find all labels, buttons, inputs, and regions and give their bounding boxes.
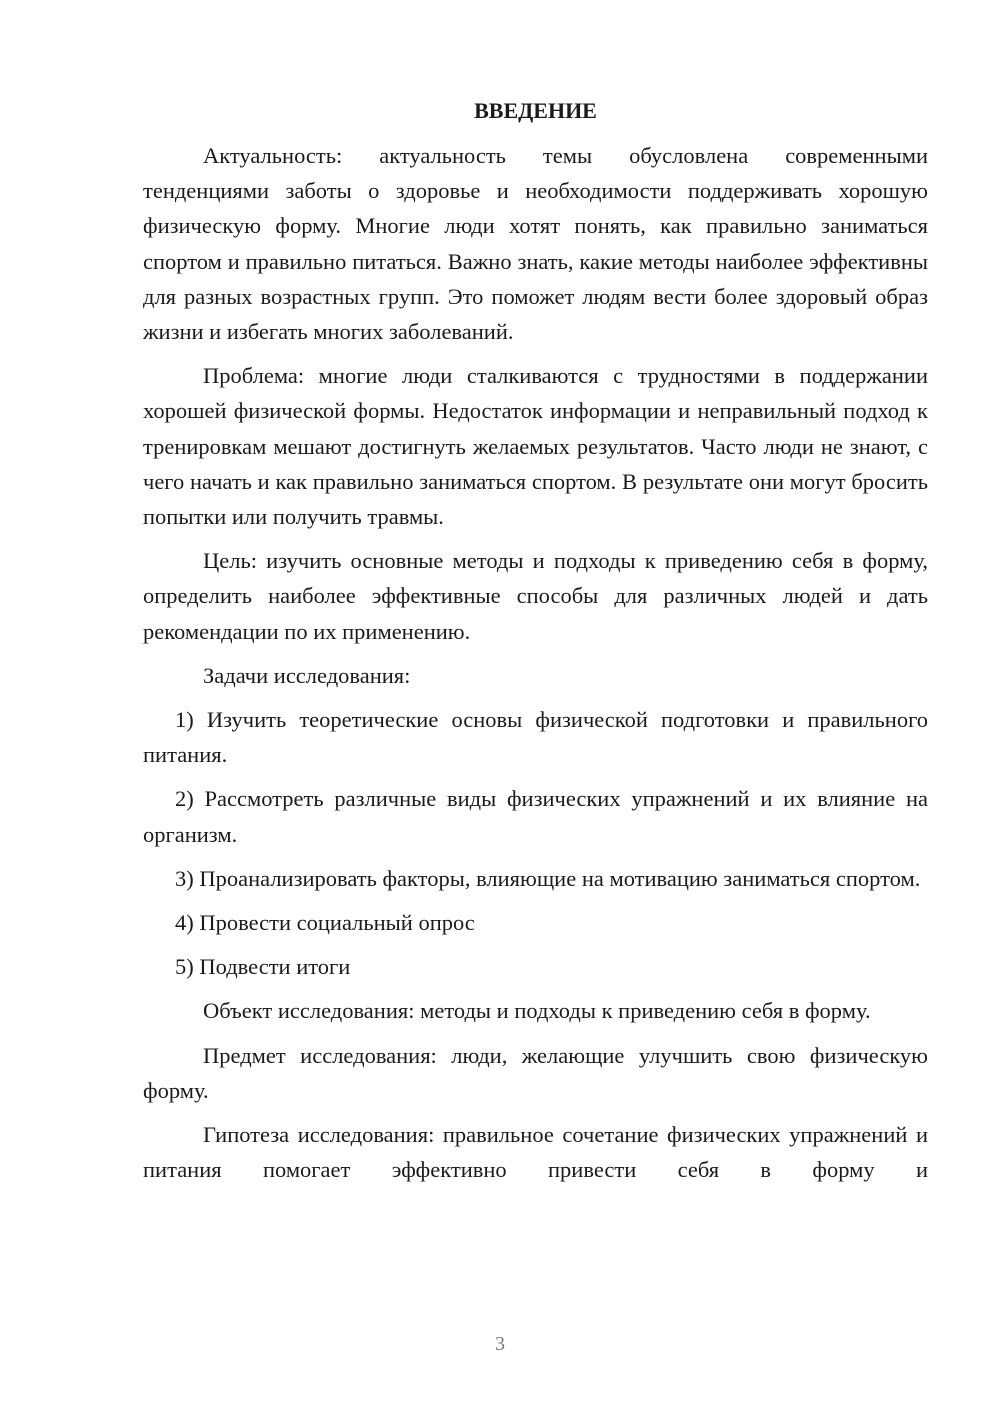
task-item: 3) Проанализировать факторы, влияющие на мотивацию заниматься спортом. bbox=[175, 865, 921, 891]
task-item: 4) Провести социальный опрос bbox=[175, 910, 475, 936]
problem-paragraph: Проблема: многие люди сталкиваются с трудностями в поддержании хорошей физической формы. Недостаток информации и неправильный подход к тренировкам мешают достигнуть желаемых результатов. Часто люди не знают, с чего начать и как правильно заниматься спортом. В результате они могут бросить попытки или получить травмы. bbox=[143, 363, 928, 530]
page-title: ВВЕДЕНИЕ bbox=[474, 98, 597, 123]
subject-paragraph: Предмет исследования: люди, желающие улучшить свою физическую форму. bbox=[143, 1042, 928, 1103]
object-paragraph: Объект исследования: методы и подходы к приведению себя в форму. bbox=[203, 998, 871, 1024]
tasks-heading: Задачи исследования: bbox=[203, 662, 411, 688]
page-number: 3 bbox=[495, 1333, 505, 1355]
hypothesis-paragraph: Гипотеза исследования: правильное сочетание физических упражнений и питания помогает эффективно привести себя в форму и bbox=[143, 1122, 928, 1183]
relevance-paragraph: Актуальность: актуальность темы обусловлена современными тенденциями заботы о здоровье и необходимости поддерживать хорошую физическую форму. Многие люди хотят понять, как правильно заниматься спортом и правильно питаться. Важно знать, какие методы наиболее эффективны для разных возрастных групп. Это поможет людям вести более здоровый образ жизни и избегать многих заболеваний. bbox=[143, 143, 928, 345]
task-item: 1) Изучить теоретические основы физической подготовки и правильного питания. bbox=[143, 707, 928, 768]
page-body bbox=[143, 92, 928, 1196]
goal-paragraph: Цель: изучить основные методы и подходы к приведению себя в форму, определить наиболее эффективные способы для различных людей и дать рекомендации по их применению. bbox=[143, 548, 928, 644]
task-item: 5) Подвести итоги bbox=[175, 954, 351, 980]
task-item: 2) Рассмотреть различные виды физических упражнений и их влияние на организм. bbox=[143, 786, 928, 847]
